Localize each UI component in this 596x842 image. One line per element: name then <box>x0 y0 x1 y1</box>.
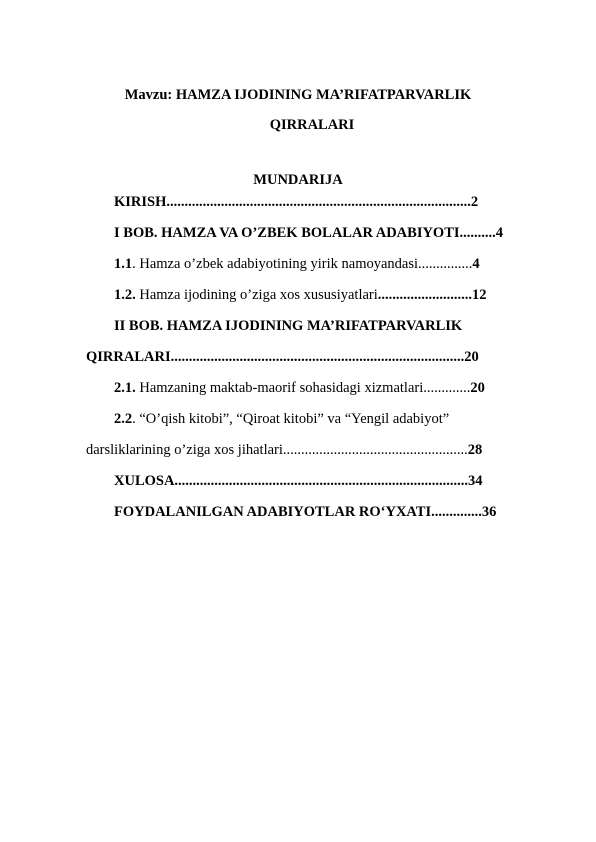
toc-entry-section-2-1 <box>114 379 485 397</box>
topic-prefix: Mavzu: <box>124 87 176 103</box>
toc-entry-text: I BOB. HAMZA VA O’ZBEK BOLALAR ADABIYOTI..........4 <box>114 225 504 241</box>
toc-entry-section-1-2 <box>114 286 487 304</box>
toc-entry-text: FOYDALANILGAN ADABIYOTLAR RO‘YXATI..............36 <box>114 504 497 520</box>
page-number: 20 <box>470 380 485 396</box>
toc-entry-text: II BOB. HAMZA IJODINING MA’RIFATPARVARLIK <box>114 318 463 334</box>
section-title: . “O’qish kitobi”, “Qiroat kitobi” va “Yengil adabiyot” <box>132 411 450 427</box>
toc-entry-introduction <box>114 193 478 211</box>
toc-entry-references <box>114 503 496 521</box>
toc-entry-section-2-2 <box>114 410 449 428</box>
toc-entry-chapter-2 <box>114 317 462 335</box>
topic-title-text: HAMZA IJODINING MA’RIFATPARVARLIK <box>175 87 472 103</box>
leader-dots: .......................... <box>377 287 473 303</box>
topic-title-line-1 <box>0 87 596 104</box>
page-number: 28 <box>467 442 483 458</box>
toc-entry-section-1-1 <box>114 255 480 273</box>
topic-title-line-2 <box>0 117 596 134</box>
section-title: Hamza ijodining o’ziga xos xususiyatlari <box>135 287 378 303</box>
section-number: 2.2 <box>114 411 133 427</box>
toc-entry-section-2-2-continued <box>86 441 482 459</box>
section-number: 1.2. <box>114 287 136 303</box>
topic-title-continuation: QIRRALARI <box>269 117 355 133</box>
section-number: 1.1 <box>114 256 133 272</box>
toc-heading: MUNDARIJA <box>253 172 343 188</box>
page-number: 4 <box>472 256 480 272</box>
section-title: . Hamza o’zbek adabiyotining yirik namoyandasi............... <box>132 256 473 272</box>
toc-entry-chapter-1 <box>114 224 503 242</box>
toc-entry-chapter-2-continued <box>86 348 479 366</box>
toc-entry-conclusion <box>114 472 483 490</box>
toc-entry-text: XULOSA.................................................................................34 <box>114 473 483 489</box>
page-number: 12 <box>472 287 487 303</box>
section-number: 2.1. <box>114 380 136 396</box>
toc-entry-text: QIRRALARI.................................................................................20 <box>86 349 479 365</box>
section-title: darsliklarining o’ziga xos jihatlari................................................... <box>86 442 468 458</box>
section-title: Hamzaning maktab-maorif sohasidagi xizmatlari............. <box>135 380 471 396</box>
toc-entry-text: KIRISH....................................................................................2 <box>114 194 479 210</box>
